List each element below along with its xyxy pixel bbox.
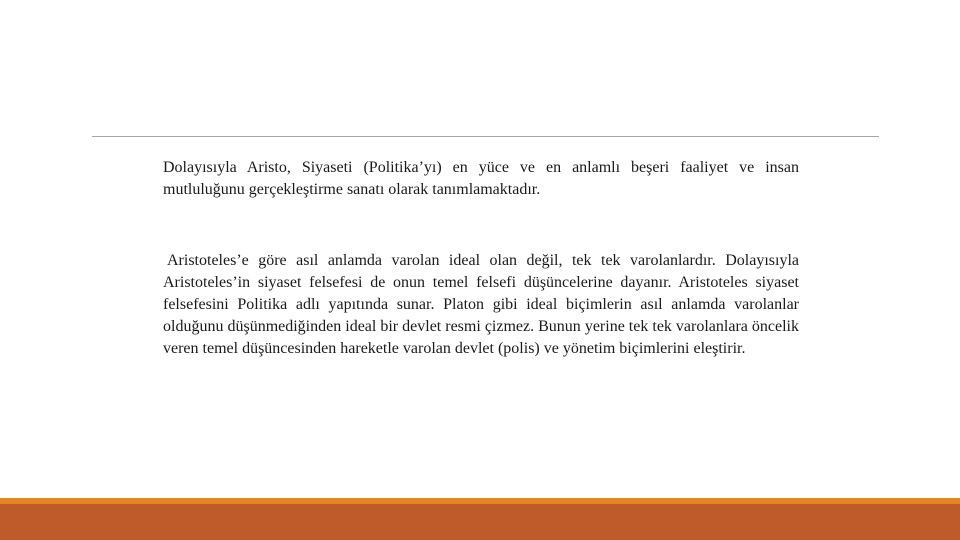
footer-bar <box>0 504 960 540</box>
paragraph-intro: Dolayısıyla Aristo, Siyaseti (Politika’yı) en yüce ve en anlamlı beşeri faaliyet ve insan mutluluğunu gerçekleştirme sanatı olarak tanımlamaktadır. <box>163 159 799 198</box>
paragraph-aristotle: Aristoteles’e göre asıl anlamda varolan ideal olan değil, tek tek varolanlardır. Dolayısıyla Aristoteles’in siyaset felsefesi de onun temel felsefi düşüncelerine dayanır. Aristoteles siyaset felsefesini Politika adlı yapıtında sunar. Platon gibi ideal biçimlerin asıl anlamda varolanlar olduğunu düşünmediğinden ideal bir devlet resmi çizmez. Bunun yerine tek tek varolanlara öncelik veren temel düşüncesinden hareketle varolan devlet (polis) ve yönetim biçimlerini eleştirir. <box>163 252 799 357</box>
horizontal-divider <box>92 136 879 137</box>
